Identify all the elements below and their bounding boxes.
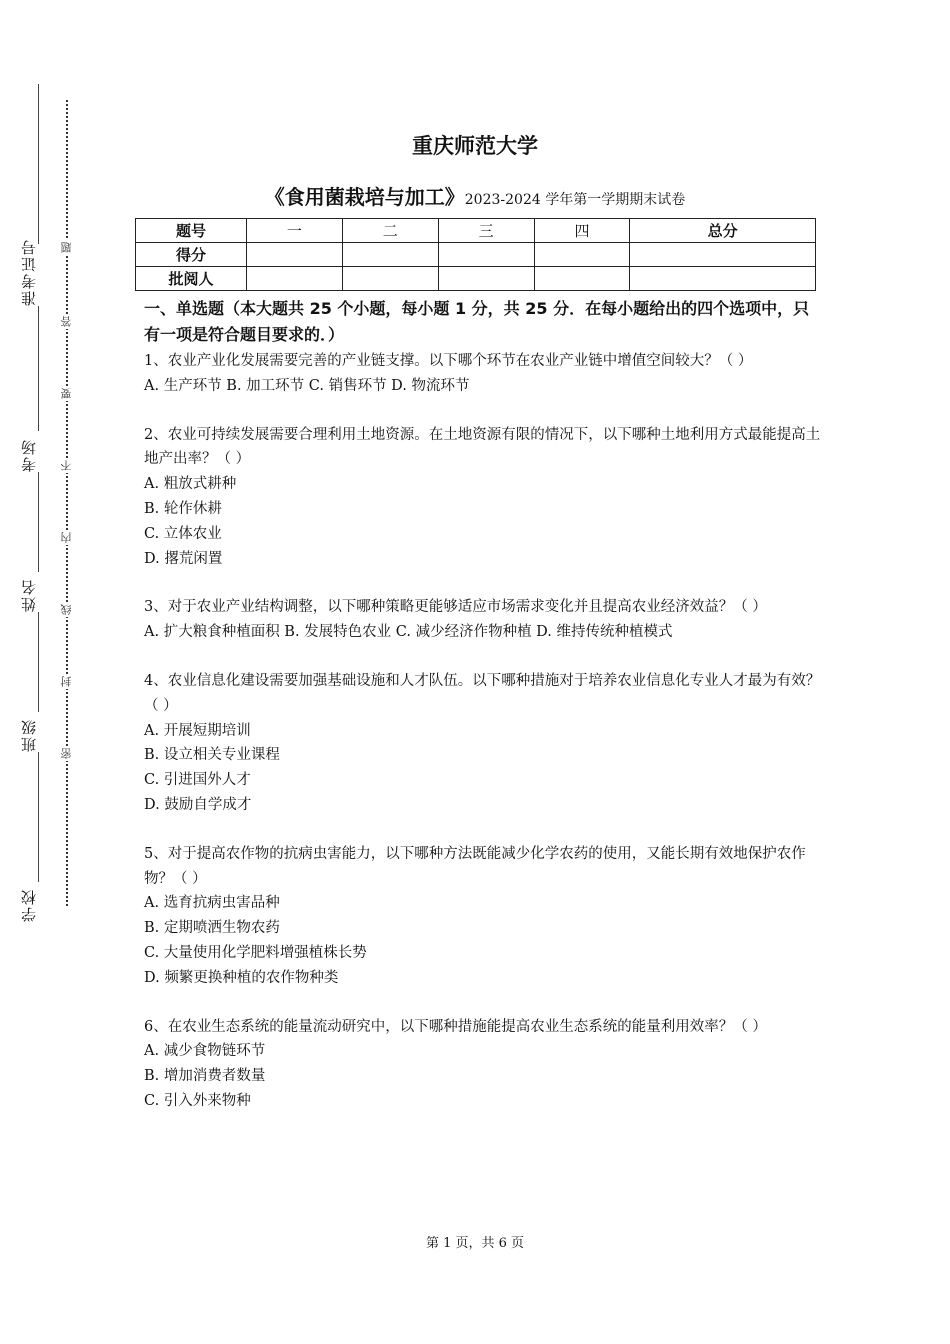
- class-line: [38, 612, 39, 712]
- school-field: [18, 752, 46, 922]
- question-5: [144, 842, 824, 991]
- option: A. 选育抗病虫害品种: [144, 895, 280, 912]
- seal-char: 要: [60, 388, 73, 399]
- seal-char: 密: [60, 748, 73, 759]
- question-text: 2、农业可持续发展需要合理利用土地资源。在土地资源有限的情况下，以下哪种土地利用方式最能提高土地产出率？（ ）: [144, 426, 821, 468]
- score-header-cell: 总分: [630, 219, 816, 243]
- reviewer-row-label: 批阅人: [136, 267, 247, 291]
- score-header-cell: 三: [438, 219, 534, 243]
- option: A. 开展短期培训: [144, 722, 251, 739]
- option: D. 频繁更换种植的农作物种类: [144, 969, 339, 986]
- page-footer: 第 1 页，共 6 页: [425, 1236, 525, 1251]
- seal-char: 题: [60, 242, 73, 253]
- option: B. 设立相关专业课程: [144, 747, 280, 764]
- score-row-label: 得分: [136, 243, 247, 267]
- option: D. 撂荒闲置: [144, 550, 223, 567]
- reviewer-cell[interactable]: [534, 267, 630, 291]
- class-label: 班级: [20, 718, 38, 752]
- name-label: 姓名: [20, 578, 38, 612]
- option: B. 轮作休耕: [144, 500, 222, 517]
- option: A. 减少食物链环节: [144, 1043, 266, 1060]
- exam-subtitle: [0, 181, 950, 210]
- score-cell[interactable]: [630, 243, 816, 267]
- question-options: A. 生产环节 B. 加工环节 C. 销售环节 D. 物流环节: [144, 377, 470, 394]
- question-1: [144, 349, 824, 399]
- score-header-cell: 四: [534, 219, 630, 243]
- reviewer-cell[interactable]: [247, 267, 343, 291]
- seal-dotted-line: [66, 100, 68, 906]
- seal-char: 封: [60, 676, 73, 687]
- reviewer-cell[interactable]: [630, 267, 816, 291]
- name-field: [18, 472, 46, 612]
- reviewer-cell[interactable]: [438, 267, 534, 291]
- score-header-cell: 题号: [136, 219, 247, 243]
- score-table-header-row: [136, 219, 816, 243]
- score-row: [136, 243, 816, 267]
- exam-room-field: [18, 306, 46, 472]
- reviewer-cell[interactable]: [342, 267, 438, 291]
- course-name: 《食用菌栽培与加工》: [264, 185, 465, 209]
- school-title: 重庆师范大学: [412, 134, 538, 158]
- option: D. 鼓励自学成才: [144, 796, 252, 813]
- question-2: [144, 423, 824, 572]
- option: C. 引进国外人才: [144, 772, 251, 789]
- school-line: [38, 752, 39, 882]
- seal-char: 答: [60, 316, 73, 327]
- option: A. 粗放式耕种: [144, 476, 237, 493]
- question-text: 6、在农业生态系统的能量流动研究中，以下哪种措施能提高农业生态系统的能量利用效率？（ ）: [144, 1018, 767, 1035]
- school-label: 学校: [20, 888, 38, 922]
- question-options: A. 扩大粮食种植面积 B. 发展特色农业 C. 减少经济作物种植 D. 维持传统种植模式: [144, 624, 673, 641]
- question-6: [144, 1015, 824, 1114]
- exam-room-label: 考场: [20, 438, 38, 472]
- score-cell[interactable]: [438, 243, 534, 267]
- exam-room-line: [38, 306, 39, 431]
- name-line: [38, 472, 39, 572]
- class-field: [18, 612, 46, 752]
- question-text: 1、农业产业化发展需要完善的产业链支撑。以下哪个环节在农业产业链中增值空间较大？（ ）: [144, 353, 753, 369]
- score-header-cell: 二: [342, 219, 438, 243]
- score-cell[interactable]: [247, 243, 343, 267]
- seal-char: 线: [60, 604, 73, 615]
- option: B. 定期喷洒生物农药: [144, 920, 280, 937]
- option: B. 增加消费者数量: [144, 1068, 266, 1085]
- section-title: 一、单选题（本大题共 25 个小题，每小题 1 分，共 25 分．在每小题给出的四个选项中，只有一项是符合题目要求的．）: [144, 299, 810, 344]
- option: C. 立体农业: [144, 525, 222, 542]
- score-header-cell: 一: [247, 219, 343, 243]
- option: C. 引入外来物种: [144, 1092, 251, 1109]
- term-text: 2023-2024 学年第一学期期末试卷: [464, 192, 686, 208]
- reviewer-row: [136, 267, 816, 291]
- question-4: [144, 669, 824, 818]
- question-3: [144, 595, 824, 645]
- score-table: [135, 218, 816, 291]
- seal-char: 内: [60, 532, 73, 543]
- exam-content: [144, 296, 824, 1114]
- option: C. 大量使用化学肥料增强植株长势: [144, 944, 367, 961]
- question-text: 5、对于提高农作物的抗病虫害能力，以下哪种方法既能减少化学农药的使用，又能长期有效地保护农作物？（ ）: [144, 845, 806, 887]
- question-text: 4、农业信息化建设需要加强基础设施和人才队伍。以下哪种措施对于培养农业信息化专业人才最为有效？（ ）: [144, 672, 821, 714]
- score-cell[interactable]: [342, 243, 438, 267]
- question-text: 3、对于农业产业结构调整，以下哪种策略更能够适应市场需求变化并且提高农业经济效益？（ ）: [144, 599, 767, 616]
- seal-char: 不: [60, 460, 73, 471]
- exam-id-line: [38, 84, 39, 244]
- exam-id-label: 准考证号: [20, 238, 38, 306]
- score-cell[interactable]: [534, 243, 630, 267]
